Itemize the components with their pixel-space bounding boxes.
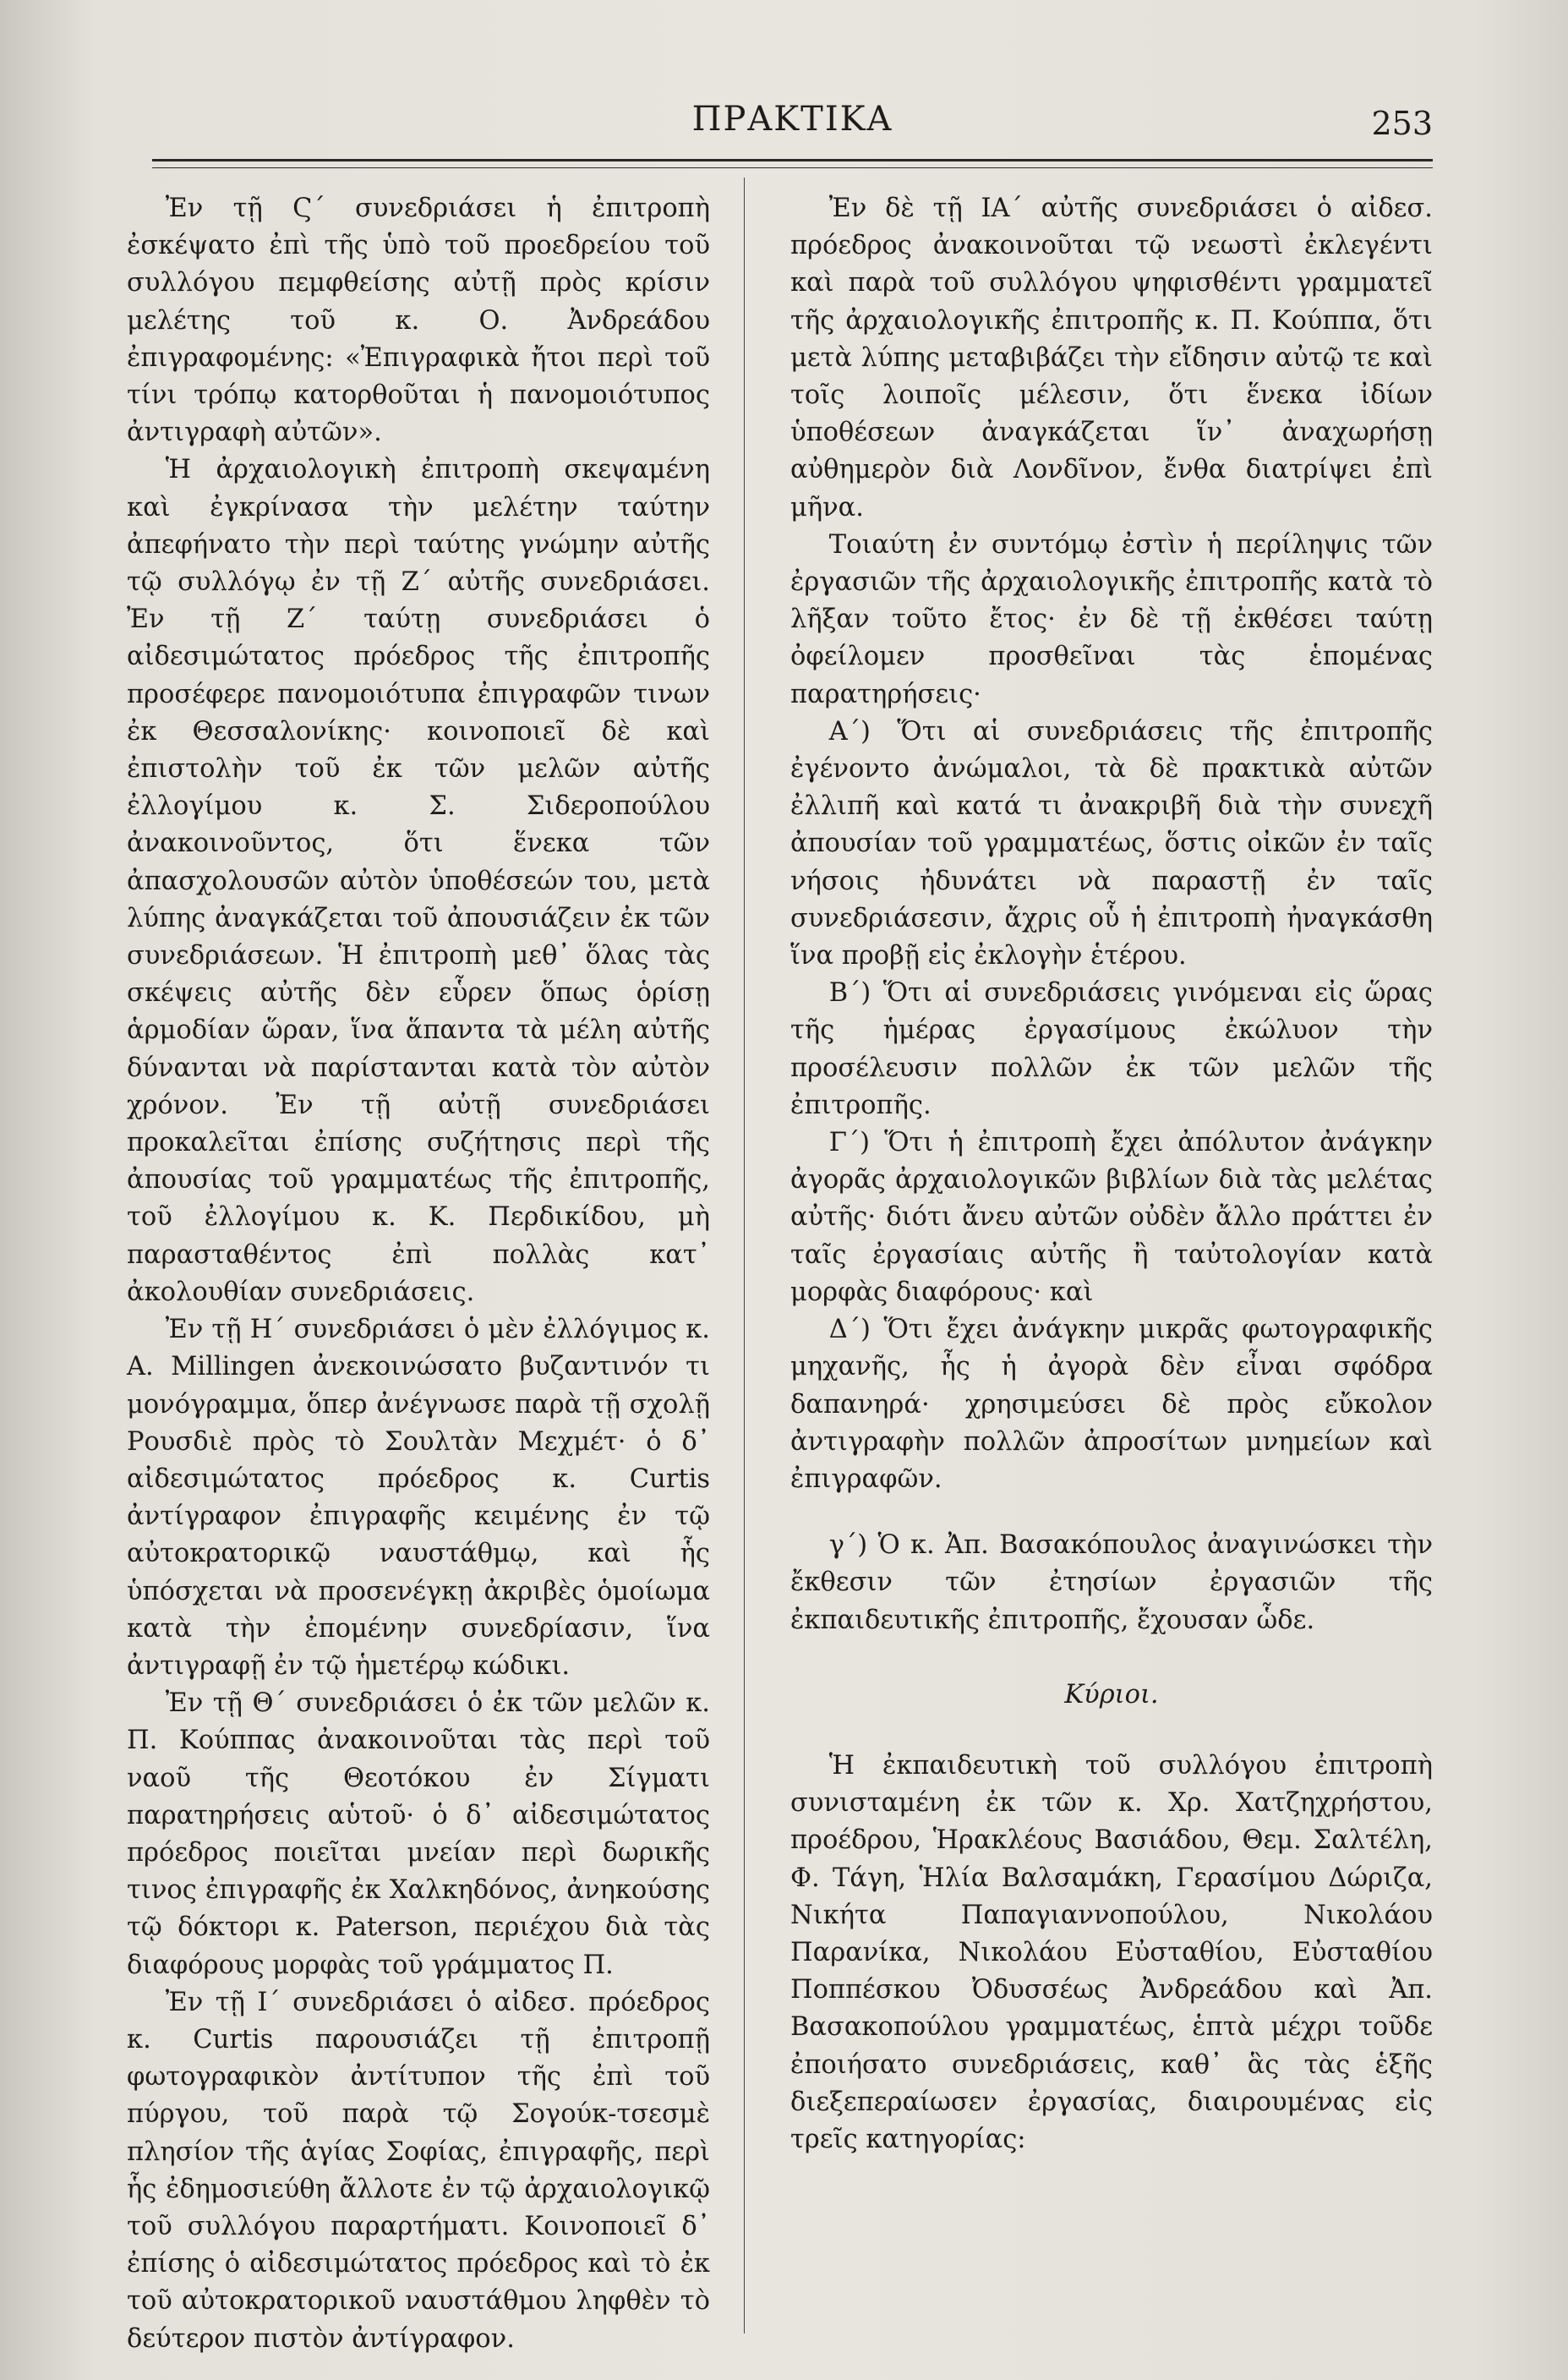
paragraph: Τοιαύτη ἐν συντόμῳ ἐστὶν ἡ περίληψις τῶν ἐργασιῶν τῆς ἀρχαιολογικῆς ἐπιτροπῆς κατὰ τὸ λῆξαν τοῦτο ἔτος· ἐν δὲ τῇ ἐκθέσει ταύτῃ ὀφείλομεν προσθεῖναι τὰς ἑπομένας παρατηρήσεις· (790, 529, 1433, 709)
list-item: Δ΄) Ὅτι ἔχει ἀνάγκην μικρᾶς φωτογραφικῆς μηχανῆς, ἧς ἡ ἀγορὰ δὲν εἶναι σφόδρα δαπανηρά· χρησιμεύσει δὲ πρὸς εὔκολον ἀντιγραφὴν πολλῶν ἀπροσίτων μνημείων καὶ ἐπιγραφῶν. (790, 1315, 1433, 1494)
paragraph: Ἐν τῇ Η΄ συνεδριάσει ὁ μὲν ἐλλόγιμος κ. A. Millingen ἀνεκοινώσατο βυζαντινόν τι μονόγραμμα, ὅπερ ἀνέγνωσε παρὰ τῇ σχολῇ Ρουσδιὲ πρὸς τὸ Σουλτὰν Μεχμέτ· ὁ δ᾽ αἰδεσιμώτατος πρόεδρος κ. Curtis ἀντίγραφον ἐπιγραφῆς κειμένης ἐν τῷ αὐτοκρατορικῷ ναυστάθμῳ, καὶ ἧς ὑπόσχεται νὰ προσενέγκῃ ἀκριβὲς ὁμοίωμα κατὰ τὴν ἐπομένην συνεδρίασιν, ἵνα ἀντιγραφῇ ἐν τῷ ἡμετέρῳ κώδικι. (127, 1315, 710, 1681)
paragraph: Ἡ ἀρχαιολογικὴ ἐπιτροπὴ σκεψαμένη καὶ ἐγκρίνασα τὴν μελέτην ταύτην ἀπεφήνατο τὴν περὶ ταύτης γνώμην αὐτῆς τῷ συλλόγῳ ἐν τῇ Ζ΄ αὐτῆς συνεδριάσει. Ἐν τῇ Ζ΄ ταύτῃ συνεδριάσει ὁ αἰδεσιμώτατος πρόεδρος τῆς ἐπιτροπῆς προσέφερε πανομοιότυπα ἐπιγραφῶν τινων ἐκ Θεσσαλονίκης· κοινοποιεῖ δὲ καὶ ἐπιστολὴν τοῦ ἐκ τῶν μελῶν αὐτῆς ἐλλογίμου κ. Σ. Σιδεροπούλου ἀνακοινοῦντος, ὅτι ἕνεκα τῶν ἀπασχολουσῶν αὐτὸν ὑποθέσεών του, μετὰ λύπης ἀναγκάζεται τοῦ ἀπουσιάζειν ἐκ τῶν συνεδριάσεων. Ἡ ἐπιτροπὴ μεθ᾽ ὅλας τὰς σκέψεις αὐτῆς δὲν εὗρεν ὅπως ὁρίσῃ ἁρμοδίαν ὥραν, ἵνα ἅπαντα τὰ μέλη αὐτῆς δύνανται νὰ παρίστανται κατὰ τὸν αὐτὸν χρόνον. Ἐν τῇ αὐτῇ συνεδριάσει προκαλεῖται ἐπίσης συζήτησις περὶ τῆς ἀπουσίας τοῦ γραμματέως τῆς ἐπιτροπῆς, τοῦ ἐλλογίμου κ. Κ. Περδικίδου, μὴ παρασταθέντος ἐπὶ πολλὰς κατ᾽ ἀκολουθίαν συνεδριάσεις. (127, 455, 710, 1307)
list-item: Β΄) Ὅτι αἱ συνεδριάσεις γινόμεναι εἰς ὥρας τῆς ἡμέρας ἐργασίμους ἐκώλυον τὴν προσέλευσιν πολλῶν ἐκ τῶν μελῶν τῆς ἐπιτροπῆς. (790, 978, 1433, 1120)
header-rule (152, 159, 1433, 161)
paragraph: Ἡ ἐκπαιδευτικὴ τοῦ συλλόγου ἐπιτροπὴ συνισταμένη ἐκ τῶν κ. Χρ. Χατζηχρήστου, προέδρου, Ἡρακλέους Βασιάδου, Θεμ. Σαλτέλη, Φ. Τάγη, Ἡλία Βαλσαμάκη, Γερασίμου Δώριζα, Νικήτα Παπαγιαννοπούλου, Νικολάου Παρανίκα, Νικολάου Εὐσταθίου, Εὐσταθίου Ποππέσκου Ὀδυσσέως Ἀνδρεάδου καὶ Ἀπ. Βασακοπούλου γραμματέως, ἑπτὰ μέχρι τοῦδε ἐποιήσατο συνεδριάσεις, καθ᾽ ἃς τὰς ἑξῆς διεξεπεραίωσεν ἐργασίας, διαιρουμένας εἰς τρεῖς κατηγορίας: (790, 1750, 1433, 2154)
paragraph: Ἐν τῇ Ι΄ συνεδριάσει ὁ αἰδεσ. πρόεδρος κ. Curtis παρουσιάζει τῇ ἐπιτροπῇ φωτογραφικὸν ἀντίτυπον τῆς ἐπὶ τοῦ πύργου, τοῦ παρὰ τῷ Σογούκ-τσεσμὲ πλησίον τῆς ἁγίας Σοφίας, ἐπιγραφῆς, περὶ ἧς ἐδημοσιεύθη ἄλλοτε ἐν τῷ ἀρχαιολογικῷ τοῦ συλλόγου παραρτήματι. Κοινοποιεῖ δ᾽ ἐπίσης ὁ αἰδεσιμώτατος πρόεδρος καὶ τὸ ἐκ τοῦ αὐτοκρατορικοῦ ναυστάθμου ληφθὲν τὸ δεύτερον πιστὸν ἀντίγραφον. (127, 1987, 710, 2354)
list-item: Α΄) Ὅτι αἱ συνεδριάσεις τῆς ἐπιτροπῆς ἐγένοντο ἀνώμαλοι, τὰ δὲ πρακτικὰ αὐτῶν ἐλλιπῆ καὶ κατά τι ἀνακριβῆ διὰ τὴν συνεχῆ ἀπουσίαν τοῦ γραμματέως, ὅστις οἰκῶν ἐν ταῖς νήσοις ἠδυνάτει νὰ παραστῇ ἐν ταῖς συνεδριάσεσιν, ἄχρις οὗ ἡ ἐπιτροπὴ ἠναγκάσθη ἵνα προβῇ εἰς ἐκλογὴν ἑτέρου. (790, 716, 1433, 971)
left-column (127, 190, 710, 2358)
paragraph: Ἐν τῇ Θ΄ συνεδριάσει ὁ ἐκ τῶν μελῶν κ. Π. Κούππας ἀνακοινοῦται τὰς περὶ τοῦ ναοῦ τῆς Θεοτόκου ἐν Σίγματι παρατηρήσεις αὑτοῦ· ὁ δ᾽ αἰδεσιμώτατος πρόεδρος ποιεῖται μνείαν περὶ δωρικῆς τινος ἐπιγραφῆς ἐκ Χαλκηδόνος, ἀνηκούσης τῷ δόκτορι κ. Paterson, περιέχου διὰ τὰς διαφόρους μορφὰς τοῦ γράμματος Π. (127, 1688, 710, 1980)
running-title: ΠΡΑΚΤΙΚΑ (691, 100, 893, 139)
right-column (790, 190, 1433, 2158)
column-divider (744, 178, 745, 2333)
page-number: 253 (1371, 105, 1433, 142)
paragraph: Ἐν δὲ τῇ ΙΑ΄ αὐτῆς συνεδριάσει ὁ αἰδεσ. πρόεδρος ἀνακοινοῦται τῷ νεωστὶ ἐκλεγέντι καὶ παρὰ τοῦ συλλόγου ψηφισθέντι γραμματεῖ τῆς ἀρχαιολογικῆς ἐπιτροπῆς κ. Π. Κούππα, ὅτι μετὰ λύπης μεταβιβάζει τὴν εἴδησιν αὐτῷ τε καὶ τοῖς λοιποῖς μέλεσιν, ὅτι ἕνεκα ἰδίων ὑποθέσεων ἀναγκάζεται ἵν᾽ ἀναχωρήσῃ αὐθημερὸν διὰ Λονδῖνον, ἔνθα διατρίψει ἐπὶ μῆνα. (790, 194, 1433, 523)
paragraph: Ἐν τῇ Ϛ΄ συνεδριάσει ἡ ἐπιτροπὴ ἐσκέψατο ἐπὶ τῆς ὑπὸ τοῦ προεδρείου τοῦ συλλόγου πεμφθείσης αὐτῇ πρὸς κρίσιν μελέτης τοῦ κ. Ο. Ἀνδρεάδου ἐπιγραφομένης: «Ἐπιγραφικὰ ἤτοι περὶ τοῦ τίνι τρόπῳ κατορθοῦται ἡ πανομοιότυπος ἀντιγραφὴ αὐτῶν». (127, 194, 710, 448)
salutation: Κύριοι. (1064, 1679, 1159, 1710)
page-header (152, 93, 1433, 152)
section-intro: γ΄) Ὁ κ. Ἀπ. Βασακόπουλος ἀναγινώσκει τὴν ἔκθεσιν τῶν ἐτησίων ἐργασιῶν τῆς ἐκπαιδευτικῆς ἐπιτροπῆς, ἔχουσαν ὧδε. (790, 1530, 1433, 1635)
header-rule-thin (152, 167, 1433, 168)
list-item: Γ΄) Ὅτι ἡ ἐπιτροπὴ ἔχει ἀπόλυτον ἀνάγκην ἀγορᾶς ἀρχαιολογικῶν βιβλίων διὰ τὰς μελέτας αὐτῆς· διότι ἄνευ αὐτῶν οὐδὲν ἄλλο πράττει ἐν ταῖς ἐργασίαις αὐτῆς ἢ ταὐτολογίαν κατὰ μορφὰς διαφόρους· καὶ (790, 1128, 1433, 1307)
